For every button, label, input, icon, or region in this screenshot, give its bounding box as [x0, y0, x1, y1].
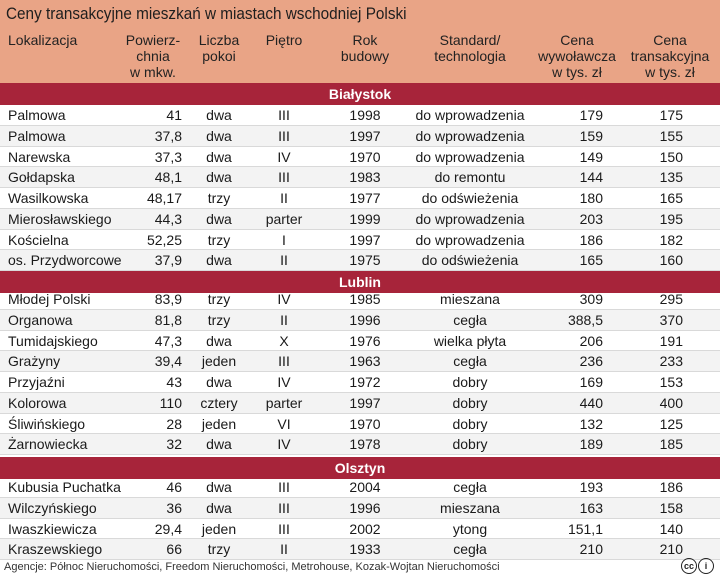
cell-lokalizacja: os. Przydworcowe	[8, 252, 122, 269]
table-row	[0, 477, 720, 498]
cell-rok-budowy: 1933	[349, 541, 381, 558]
header-cena-transakcyjna: Cena transakcyjna w tys. zł	[630, 32, 710, 80]
cell-cena-wywolawcza: 132	[579, 415, 603, 432]
cell-lokalizacja: Młodej Polski	[8, 291, 91, 307]
cell-pietro: III	[278, 127, 290, 144]
table-row	[0, 539, 720, 560]
cell-cena-wywolawcza: 149	[579, 148, 603, 165]
cell-standard: do odświeżenia	[421, 252, 519, 269]
cell-standard: dobry	[452, 394, 488, 411]
cell-rok-budowy: 1997	[349, 231, 381, 248]
cell-lokalizacja: Gołdapska	[8, 169, 75, 186]
cell-cena-transakcyjna: 295	[659, 291, 683, 307]
cell-cena-transakcyjna: 155	[659, 127, 683, 144]
cell-rok-budowy: 1970	[349, 415, 381, 432]
cell-cena-wywolawcza: 206	[579, 332, 603, 349]
cell-cena-transakcyjna: 370	[659, 311, 683, 328]
cell-cena-transakcyjna: 233	[659, 353, 683, 370]
table-row	[0, 372, 720, 393]
cell-liczba-pokoi: dwa	[206, 127, 232, 144]
cell-cena-transakcyjna: 175	[659, 107, 683, 123]
cell-liczba-pokoi: trzy	[207, 541, 231, 558]
cell-powierzchnia: 110	[159, 394, 182, 411]
cell-cena-transakcyjna: 140	[659, 520, 683, 537]
table-row	[0, 310, 720, 331]
header-rok-budowy: Rok budowy	[340, 32, 390, 64]
cell-powierzchnia: 81,8	[154, 311, 182, 328]
rows-olsztyn	[0, 477, 720, 560]
cell-liczba-pokoi: trzy	[207, 190, 231, 206]
table-row	[0, 414, 720, 435]
cell-pietro: parter	[265, 210, 303, 227]
cell-powierzchnia: 37,9	[154, 252, 182, 269]
cell-pietro: II	[280, 252, 288, 269]
cell-cena-transakcyjna: 160	[659, 252, 683, 269]
cell-lokalizacja: Iwaszkiewicza	[8, 520, 97, 537]
cell-cena-transakcyjna: 195	[659, 210, 683, 227]
cell-liczba-pokoi: jeden	[201, 415, 237, 432]
cell-pietro: III	[278, 169, 290, 186]
cell-rok-budowy: 1970	[349, 148, 381, 165]
cell-powierzchnia: 37,3	[154, 148, 182, 165]
cell-standard: mieszana	[440, 499, 500, 516]
table-row	[0, 167, 720, 188]
cell-pietro: IV	[277, 436, 291, 453]
cell-powierzchnia: 28	[166, 415, 182, 432]
cell-rok-budowy: 1963	[349, 353, 381, 370]
cell-cena-transakcyjna: 165	[659, 190, 683, 206]
cell-standard: dobry	[452, 415, 488, 432]
page-title: Ceny transakcyjne mieszkań w miastach wschodniej Polski	[6, 4, 407, 23]
cell-lokalizacja: Palmowa	[8, 107, 66, 123]
cell-cena-transakcyjna: 182	[659, 231, 683, 248]
cell-cena-transakcyjna: 135	[659, 169, 683, 186]
cell-lokalizacja: Śliwińskiego	[8, 415, 86, 432]
cell-rok-budowy: 1975	[349, 252, 381, 269]
header-standard: Standard/ technologia	[434, 32, 506, 64]
cell-lokalizacja: Kubusia Puchatka	[8, 479, 121, 495]
cell-lokalizacja: Wilczyńskiego	[8, 499, 97, 516]
cell-powierzchnia: 43	[166, 374, 182, 390]
cell-liczba-pokoi: dwa	[206, 332, 232, 349]
cell-rok-budowy: 1996	[349, 311, 381, 328]
cell-standard: cegła	[453, 479, 487, 495]
cell-cena-wywolawcza: 309	[579, 291, 603, 307]
table-row	[0, 434, 720, 455]
cell-cena-wywolawcza: 186	[579, 231, 603, 248]
cell-pietro: III	[278, 520, 290, 537]
cell-standard: mieszana	[440, 291, 500, 307]
header-lokalizacja: Lokalizacja	[8, 32, 78, 48]
cell-powierzchnia: 37,8	[154, 127, 182, 144]
cell-powierzchnia: 47,3	[154, 332, 182, 349]
cell-pietro: II	[280, 311, 288, 328]
cell-cena-transakcyjna: 185	[659, 436, 683, 453]
cell-rok-budowy: 2004	[349, 479, 381, 495]
cell-cena-wywolawcza: 165	[579, 252, 603, 269]
header-pietro: Piętro	[265, 32, 303, 48]
table-row	[0, 498, 720, 519]
cell-pietro: VI	[277, 415, 291, 432]
cell-pietro: parter	[265, 394, 303, 411]
cell-powierzchnia: 29,4	[154, 520, 182, 537]
cell-powierzchnia: 39,4	[154, 353, 182, 370]
cell-standard: do wprowadzenia	[415, 148, 525, 165]
header-powierzchnia: Powierz- chnia w mkw.	[125, 32, 181, 80]
cell-liczba-pokoi: jeden	[201, 520, 237, 537]
cell-liczba-pokoi: dwa	[206, 499, 232, 516]
table-row	[0, 230, 720, 251]
cell-standard: dobry	[452, 436, 488, 453]
cell-liczba-pokoi: dwa	[206, 169, 232, 186]
cell-powierzchnia: 66	[166, 541, 182, 558]
cell-lokalizacja: Mierosławskiego	[8, 210, 112, 227]
table-row	[0, 126, 720, 147]
table-row	[0, 331, 720, 352]
cell-cena-wywolawcza: 236	[579, 353, 603, 370]
creative-commons-icon: cc i	[680, 558, 714, 574]
cell-cena-wywolawcza: 440	[579, 394, 603, 411]
cell-pietro: III	[278, 353, 290, 370]
table-row	[0, 393, 720, 414]
cell-pietro: IV	[277, 291, 291, 307]
cell-cena-wywolawcza: 159	[579, 127, 603, 144]
cell-powierzchnia: 48,17	[146, 190, 182, 206]
cell-pietro: X	[279, 332, 289, 349]
cell-liczba-pokoi: trzy	[207, 311, 231, 328]
cell-lokalizacja: Kościelna	[8, 231, 69, 248]
cell-cena-transakcyjna: 191	[659, 332, 683, 349]
cell-cena-wywolawcza: 144	[579, 169, 603, 186]
cell-standard: dobry	[452, 374, 488, 390]
section-olsztyn: Olsztyn	[0, 457, 720, 479]
cell-powierzchnia: 41	[166, 107, 182, 123]
cell-powierzchnia: 44,3	[154, 210, 182, 227]
header-cena-wywolawcza: Cena wywoławcza w tys. zł	[538, 32, 616, 80]
cell-cena-transakcyjna: 210	[659, 541, 683, 558]
cell-standard: do wprowadzenia	[415, 127, 525, 144]
cell-cena-transakcyjna: 400	[659, 394, 683, 411]
cell-pietro: III	[278, 107, 290, 123]
cell-rok-budowy: 1996	[349, 499, 381, 516]
cell-liczba-pokoi: cztery	[200, 394, 238, 411]
cell-lokalizacja: Grażyny	[8, 353, 61, 370]
cell-lokalizacja: Kolorowa	[8, 394, 67, 411]
header-liczba-pokoi: Liczba pokoi	[198, 32, 240, 64]
cell-cena-transakcyjna: 158	[659, 499, 683, 516]
cell-liczba-pokoi: dwa	[206, 252, 232, 269]
cell-standard: do wprowadzenia	[415, 210, 525, 227]
rows-lublin	[0, 289, 720, 455]
table-row	[0, 209, 720, 230]
cell-lokalizacja: Wasilkowska	[8, 190, 89, 206]
cell-powierzchnia: 83,9	[154, 291, 182, 307]
cell-rok-budowy: 1972	[349, 374, 381, 390]
cell-cena-transakcyjna: 186	[659, 479, 683, 495]
cell-liczba-pokoi: trzy	[207, 231, 231, 248]
cell-cena-transakcyjna: 125	[659, 415, 683, 432]
cell-pietro: III	[278, 499, 290, 516]
table-row	[0, 250, 720, 271]
cell-cena-transakcyjna: 153	[659, 374, 683, 390]
cell-cena-wywolawcza: 180	[579, 190, 603, 206]
cell-standard: cegła	[453, 311, 487, 328]
cell-pietro: IV	[277, 374, 291, 390]
cell-lokalizacja: Organowa	[8, 311, 73, 328]
cell-pietro: IV	[277, 148, 291, 165]
cell-powierzchnia: 48,1	[154, 169, 182, 186]
cell-standard: ytong	[452, 520, 488, 537]
cell-cena-wywolawcza: 169	[579, 374, 603, 390]
cell-standard: do odświeżenia	[421, 190, 519, 206]
cell-rok-budowy: 1976	[349, 332, 381, 349]
table-row	[0, 519, 720, 540]
footer-sources: Agencje: Północ Nieruchomości, Freedom Nieruchomości, Metrohouse, Kozak-Wojtan Nieruchomości	[4, 561, 500, 573]
cell-liczba-pokoi: dwa	[206, 479, 232, 495]
cell-rok-budowy: 1997	[349, 394, 381, 411]
cell-powierzchnia: 36	[166, 499, 182, 516]
cell-liczba-pokoi: trzy	[207, 291, 231, 307]
cell-lokalizacja: Narewska	[8, 148, 71, 165]
cell-liczba-pokoi: dwa	[206, 107, 232, 123]
rows-bialystok	[0, 105, 720, 271]
section-bialystok: Białystok	[0, 83, 720, 105]
cell-pietro: III	[278, 479, 290, 495]
cell-lokalizacja: Przyjaźni	[8, 374, 65, 390]
cell-powierzchnia: 32	[166, 436, 182, 453]
cell-rok-budowy: 1997	[349, 127, 381, 144]
cell-lokalizacja: Palmowa	[8, 127, 66, 144]
cell-rok-budowy: 1977	[349, 190, 381, 206]
cell-standard: cegła	[453, 353, 487, 370]
cell-pietro: I	[282, 231, 286, 248]
cell-cena-wywolawcza: 189	[579, 436, 603, 453]
cell-standard: do remontu	[434, 169, 506, 186]
cell-standard: wielka płyta	[433, 332, 507, 349]
cell-cena-wywolawcza: 388,5	[567, 311, 603, 328]
cell-standard: do wprowadzenia	[415, 231, 525, 248]
cell-powierzchnia: 52,25	[146, 231, 182, 248]
table-row	[0, 289, 720, 310]
cell-lokalizacja: Kraszewskiego	[8, 541, 103, 558]
table-row	[0, 147, 720, 168]
section-lublin: Lublin	[0, 271, 720, 293]
cell-lokalizacja: Tumidajskiego	[8, 332, 98, 349]
cell-rok-budowy: 2002	[349, 520, 381, 537]
cell-liczba-pokoi: dwa	[206, 148, 232, 165]
cell-rok-budowy: 1985	[349, 291, 381, 307]
cell-standard: cegła	[453, 541, 487, 558]
table-row	[0, 188, 720, 209]
cell-cena-wywolawcza: 163	[579, 499, 603, 516]
table-row	[0, 105, 720, 126]
cell-rok-budowy: 1999	[349, 210, 381, 227]
cell-liczba-pokoi: dwa	[206, 210, 232, 227]
cell-liczba-pokoi: dwa	[206, 436, 232, 453]
cell-liczba-pokoi: dwa	[206, 374, 232, 390]
cell-cena-transakcyjna: 150	[659, 148, 683, 165]
cell-rok-budowy: 1998	[349, 107, 381, 123]
cell-standard: do wprowadzenia	[415, 107, 525, 123]
cell-cena-wywolawcza: 193	[579, 479, 603, 495]
cell-rok-budowy: 1983	[349, 169, 381, 186]
cell-lokalizacja: Żarnowiecka	[8, 436, 88, 453]
cell-cena-wywolawcza: 210	[579, 541, 603, 558]
cell-powierzchnia: 46	[166, 479, 182, 495]
cell-pietro: II	[280, 190, 288, 206]
table-row	[0, 351, 720, 372]
cell-liczba-pokoi: jeden	[201, 353, 237, 370]
cell-rok-budowy: 1978	[349, 436, 381, 453]
cell-cena-wywolawcza: 151,1	[567, 520, 603, 537]
cell-pietro: II	[280, 541, 288, 558]
cell-cena-wywolawcza: 203	[579, 210, 603, 227]
cell-cena-wywolawcza: 179	[579, 107, 603, 123]
